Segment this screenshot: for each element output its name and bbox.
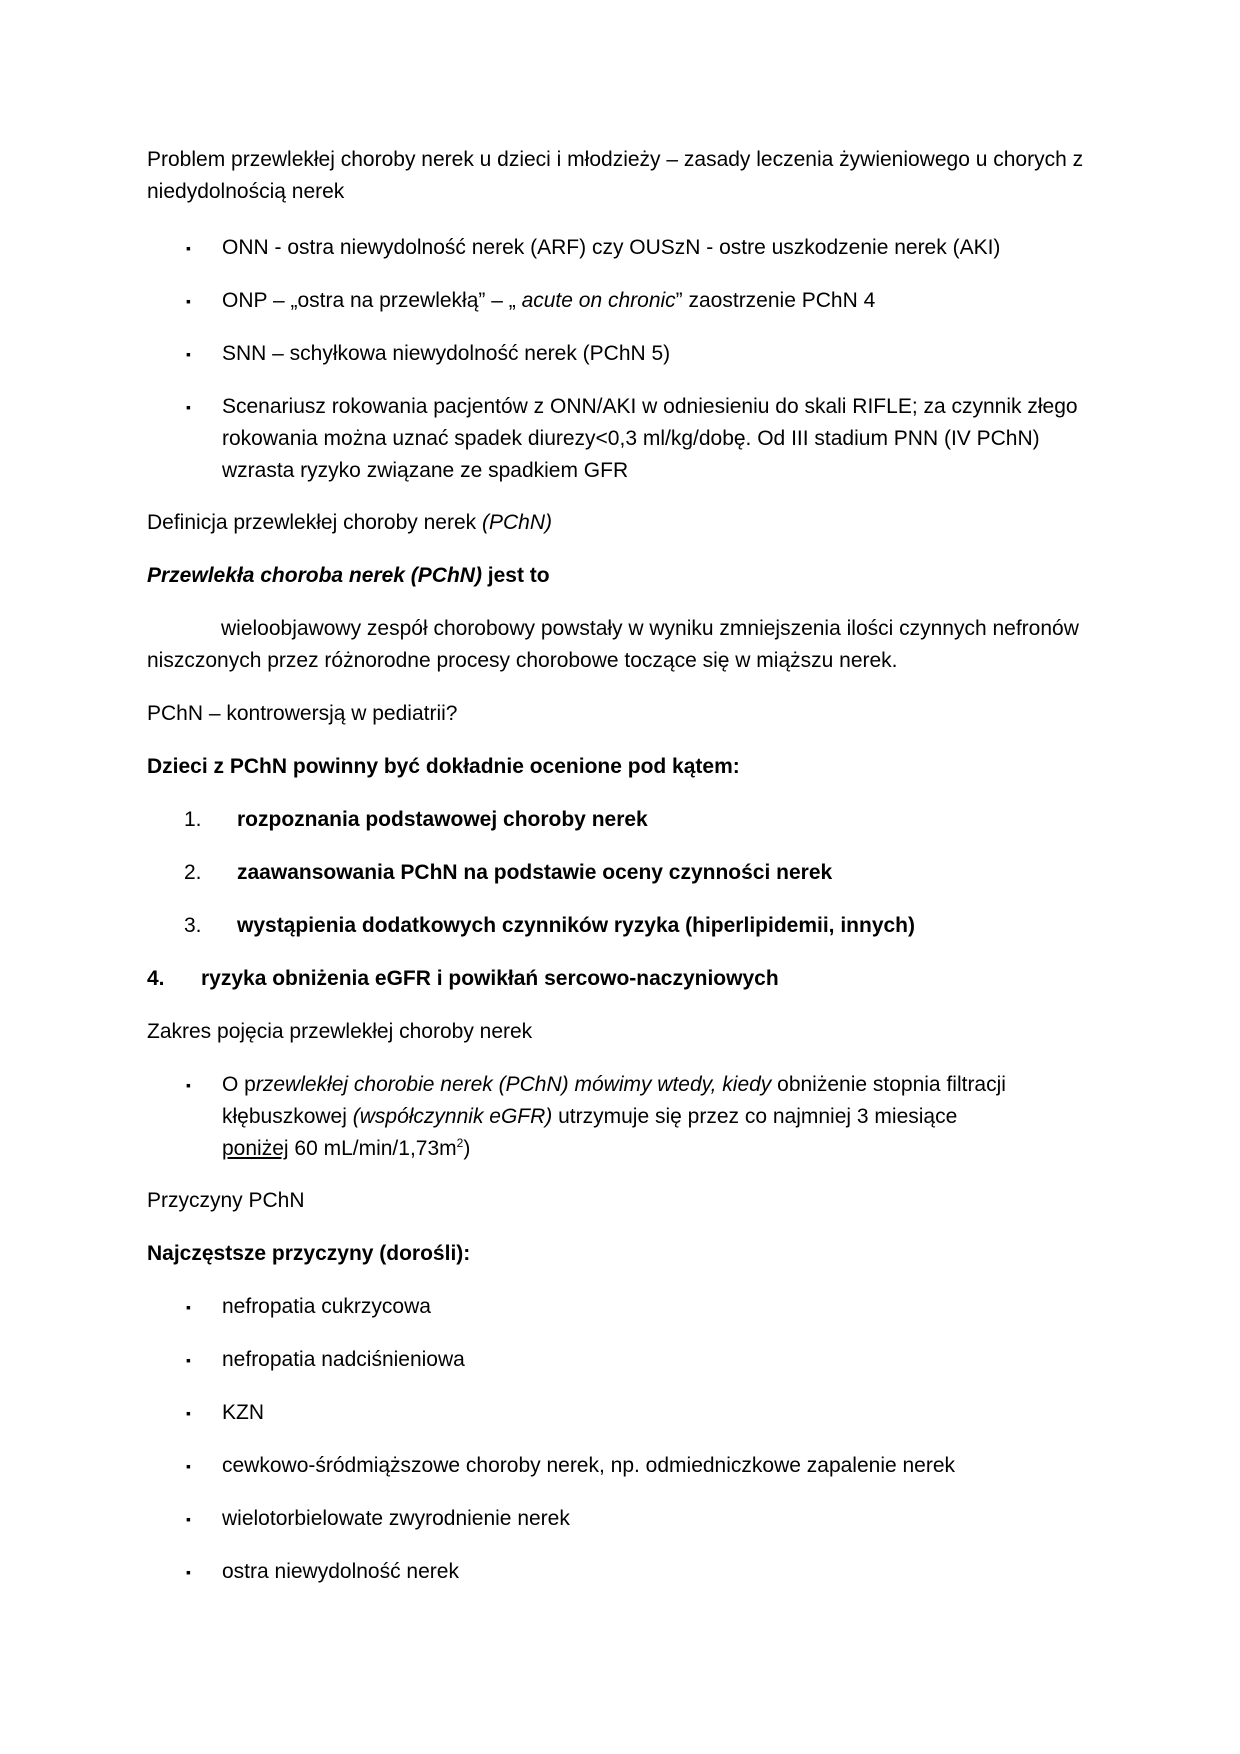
bullet-marker: ▪ bbox=[186, 1511, 191, 1527]
document-title bbox=[147, 144, 1087, 208]
scope-emphasis: rzewlekłej chorobie nerek (PChN) mówimy wtedy, kiedy bbox=[255, 1073, 772, 1096]
bullet-item: ONN - ostra niewydolność nerek (ARF) czy OUSzN - ostre uszkodzenie nerek (AKI) bbox=[222, 236, 1001, 259]
scope-underlined: poniżej bbox=[222, 1137, 289, 1160]
scope-line-1 bbox=[222, 1069, 1082, 1101]
cause-item: ostra niewydolność nerek bbox=[222, 1560, 459, 1583]
definition-heading bbox=[147, 507, 1087, 539]
bullet-marker: ▪ bbox=[186, 293, 191, 309]
scope-text: 60 mL/min/1,73m bbox=[288, 1137, 457, 1160]
controversy-line: PChN – kontrowersją w pediatrii? bbox=[147, 702, 458, 725]
definition-term-name: Przewlekła choroba nerek (PChN) bbox=[147, 564, 482, 587]
title-line-1: Problem przewlekłej choroby nerek u dzieci i młodzieży – zasady leczenia żywieniowego u chorych z bbox=[147, 148, 1084, 171]
definition-line-1: wieloobjawowy zespół chorobowy powstały w wyniku zmniejszenia ilości czynnych nefronów bbox=[221, 617, 1079, 640]
numbered-item: ryzyka obniżenia eGFR i powikłań sercowo-naczyniowych bbox=[201, 967, 779, 990]
scope-text: ) bbox=[463, 1137, 471, 1160]
bullet-marker: ▪ bbox=[186, 1458, 191, 1474]
numbered-item: zaawansowania PChN na podstawie oceny czynności nerek bbox=[237, 861, 833, 884]
scope-text: obniżenie stopnia filtracji bbox=[771, 1073, 1006, 1096]
bullet-item bbox=[222, 391, 1082, 487]
cause-item: nefropatia cukrzycowa bbox=[222, 1295, 431, 1318]
definition-body bbox=[147, 613, 1087, 677]
scope-emphasis: (współczynnik eGFR) bbox=[352, 1105, 553, 1128]
list-number: 3. bbox=[184, 914, 202, 937]
list-number: 1. bbox=[184, 808, 202, 831]
numbered-item: rozpoznania podstawowej choroby nerek bbox=[237, 808, 648, 831]
bullet-marker: ▪ bbox=[186, 1077, 191, 1093]
scope-text: O p bbox=[222, 1073, 256, 1096]
scope-heading: Zakres pojęcia przewlekłej choroby nerek bbox=[147, 1020, 533, 1043]
bullet-item bbox=[222, 285, 1082, 317]
definition-term-suffix: jest to bbox=[481, 564, 550, 587]
bullet-marker: ▪ bbox=[186, 240, 191, 256]
bullet-line: Scenariusz rokowania pacjentów z ONN/AKI w odniesieniu do skali RIFLE; za czynnik złego bbox=[222, 395, 1078, 418]
bullet-text: ” zaostrzenie PChN 4 bbox=[675, 289, 876, 312]
bullet-marker: ▪ bbox=[186, 346, 191, 362]
cause-item: wielotorbielowate zwyrodnienie nerek bbox=[222, 1507, 570, 1530]
bullet-marker: ▪ bbox=[186, 1405, 191, 1421]
assessment-heading: Dzieci z PChN powinny być dokładnie ocenione pod kątem: bbox=[147, 755, 740, 778]
causes-subheading: Najczęstsze przyczyny (dorośli): bbox=[147, 1242, 471, 1265]
list-number: 2. bbox=[184, 861, 202, 884]
cause-item: KZN bbox=[222, 1401, 264, 1424]
cause-item: cewkowo-śródmiąższowe choroby nerek, np. odmiedniczkowe zapalenie nerek bbox=[222, 1454, 956, 1477]
list-number: 4. bbox=[147, 967, 165, 990]
title-line-2: niedydolnością nerek bbox=[147, 180, 345, 203]
bullet-marker: ▪ bbox=[186, 399, 191, 415]
definition-heading-abbr: (PChN) bbox=[482, 511, 553, 534]
scope-line-3 bbox=[222, 1133, 1082, 1165]
bullet-marker: ▪ bbox=[186, 1564, 191, 1580]
cause-item: nefropatia nadciśnieniowa bbox=[222, 1348, 465, 1371]
definition-line-2: niszczonych przez różnorodne procesy chorobowe toczące się w miąższu nerek. bbox=[147, 649, 898, 672]
scope-text: utrzymuje się przez co najmniej 3 miesiące bbox=[552, 1105, 958, 1128]
bullet-item: SNN – schyłkowa niewydolność nerek (PChN 5) bbox=[222, 342, 671, 365]
bullet-marker: ▪ bbox=[186, 1299, 191, 1315]
bullet-emphasis: acute on chronic bbox=[521, 289, 676, 312]
definition-term bbox=[147, 560, 1087, 592]
scope-line-2 bbox=[222, 1101, 1082, 1133]
bullet-line: rokowania można uznać spadek diurezy<0,3 ml/kg/dobę. Od III stadium PNN (IV PChN) bbox=[222, 427, 1040, 450]
scope-bullet-item bbox=[222, 1069, 1082, 1165]
numbered-item: wystąpienia dodatkowych czynników ryzyka (hiperlipidemii, innych) bbox=[237, 914, 915, 937]
bullet-text: ONP – „ostra na przewlekłą” – „ bbox=[222, 289, 522, 312]
definition-heading-text: Definicja przewlekłej choroby nerek bbox=[147, 511, 482, 534]
scope-text: kłębuszkowej bbox=[222, 1105, 353, 1128]
bullet-line: wzrasta ryzyko związane ze spadkiem GFR bbox=[222, 459, 629, 482]
scope-superscript: 2 bbox=[456, 1136, 464, 1150]
causes-heading: Przyczyny PChN bbox=[147, 1189, 305, 1212]
bullet-marker: ▪ bbox=[186, 1352, 191, 1368]
